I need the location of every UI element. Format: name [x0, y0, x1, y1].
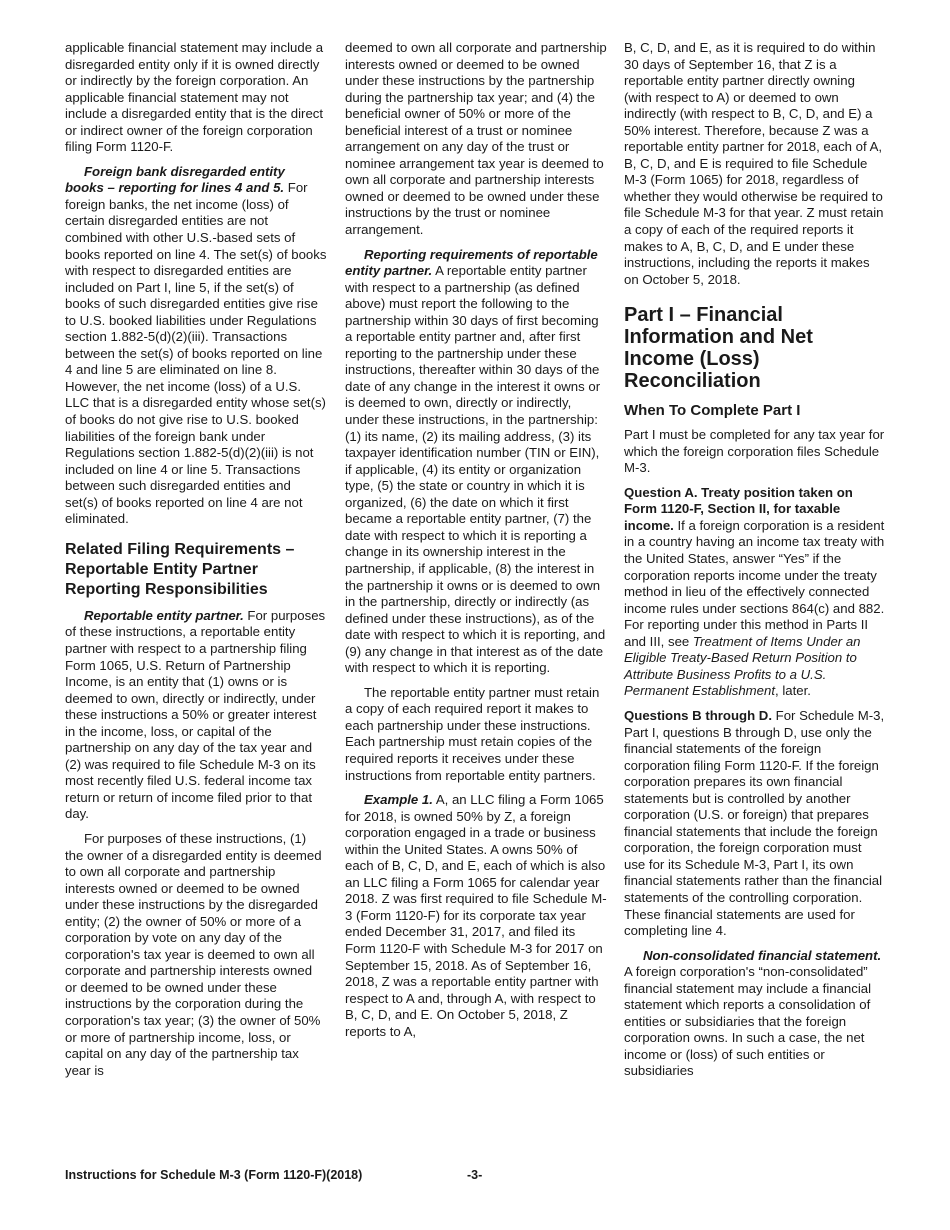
question-a-heading: Question A. Treaty position taken on Form 1120-F, Section II, for taxable income. — [624, 484, 853, 533]
reporting-requirements-body: A reportable entity partner with respect to a partnership (as defined above) must report the following to the partnership within 30 days of first becoming a reportable entity partner and, after first reporting to the partnership under these instructions, thereafter within 30 days of the date of any change in the interest it owns or is deemed to own, directly or indirectly, under these instructions, in the partnership: (1) its name, (2) its mailing address, (3) its taxpayer identification number (TIN or EIN), if applicable, (4) its entity or organization type, (5) the state or country in which it is organized, (6) the date on which it first became a reportable entity partner, (7) the date with respect to which it is reporting a change in its ownership interest in the partnership, if applicable, (8) the interest in the partnership it owns or is deemed to own in the partnership, directly or indirectly (as defined under these instructions), as of the date with respect to which it is reporting, and (9) any change in that interest as of the date with respect to which it is reporting. — [345, 263, 606, 676]
paragraph-foreign-bank — [65, 164, 327, 528]
footer-title: Instructions for Schedule M-3 (Form 1120-F)(2018) — [65, 1168, 363, 1182]
reportable-entity-partner-body: For purposes of these instructions, a reportable entity partner with respect to a partnership filing Form 1065, U.S. Return of Partnership Income, is an entity that (1) owns or is deemed to own, directly or indirectly, under these instructions a 50% or greater interest in the income, loss, or capital of the partnership on any day of the tax year and (2) was required to file Schedule M-3 on its most recently filed U.S. federal income tax return or return of income filed prior to that day. — [65, 607, 326, 822]
questions-b-d-body: For Schedule M-3, Part I, questions B through D, use only the financial statements of the foreign corporation filing Form 1120-F. If the foreign corporation prepares its own financial statements but is controlled by another corporation (U.S. or foreign) that prepares financial statements that include the foreign corporation, the foreign corporation must use for its Schedule M-3, Part I, its own financial statements rather than the financial statements of the controlling corporation. These financial statements are used for completing line 4. — [624, 707, 885, 939]
paragraph-reporting-requirements — [345, 247, 607, 677]
reportable-entity-partner-heading: Reportable entity partner. — [84, 607, 244, 623]
when-to-complete-heading: When To Complete Part I — [624, 402, 801, 420]
paragraph-example-1 — [345, 792, 607, 1040]
foreign-bank-body: For foreign banks, the net income (loss) of certain disregarded entities are not combined with other U.S.-based sets of books reported on line 4. The set(s) of books with respect to disregarded entities are included on Part I, line 5, if the set(s) of books of such disregarded entities give rise to U.S. booked liabilities under Regulations section 1.882-5(d)(2)(iii). Transactions between the set(s) of books reported on line 4 and line 5 are eliminated on line 8. However, the net income (loss) of a U.S. LLC that is a disregarded entity whose set(s) of books do not give rise to U.S. booked liabilities of the foreign bank under Regulations section 1.882-5(d)(2)(iii) is not included on line 4 or line 5. Transactions between such disregarded entities and set(s) of books reported on line 4 are not eliminated. — [65, 180, 327, 527]
part-1-heading: Part I – Financial Information and Net Income (Loss) Reconciliation — [624, 304, 813, 393]
example-1-heading: Example 1. — [364, 792, 433, 808]
paragraph-example-continued: B, C, D, and E, as it is required to do within 30 days of September 16, that Z is a reportable entity partner directly owning (with respect to A) or deemed to own indirectly (with respect to B, C, D, and E) a 50% interest. Therefore, because Z was a reportable entity partner for 2018, each of A, B, C, D, and E is required to file Schedule M-3 (Form 1065) for 2018, regardless of whether they would otherwise be required to file Schedule M-3 for that year. Z must retain a copy of each of the required reports it makes to A, B, C, D, and E under these instructions, including the reports it makes on October 5, 2018. — [624, 40, 884, 287]
non-consolidated-body: A foreign corporation's “non-consolidated” financial statement may include a financial statement which reports a consolidation of entities or subsidiaries that the foreign corporation owns. In such a case, the net income or (loss) of such entities or subsidiaries — [624, 964, 872, 1079]
paragraph-retain-copy: The reportable entity partner must retain a copy of each required report it makes to each partnership under these instructions. Each partnership must retain copies of the required reports it receives under these instructions from reportable entity partners. — [345, 684, 600, 783]
paragraph-questions-b-d — [624, 708, 886, 940]
foreign-bank-heading: Foreign bank disregarded entity books – reporting for lines 4 and 5. — [65, 163, 285, 196]
column-2 — [345, 40, 607, 1048]
paragraph-non-consolidated — [624, 948, 886, 1080]
page-number: -3- — [467, 1168, 483, 1182]
paragraph-intro: applicable financial statement may include a disregarded entity only if it is owned directly or indirectly by the foreign corporation. An applicable financial statement may not include a disregarded entity that is the direct or indirect owner of the foreign corporation filing Form 1120-F. — [65, 40, 324, 155]
column-1 — [65, 40, 327, 1087]
page-footer — [65, 1168, 885, 1186]
paragraph-for-purposes: For purposes of these instructions, (1) the owner of a disregarded entity is deemed to own all corporate and partnership interests owned or deemed to be owned under these instructions by the disregarded entity; (2) the owner of 50% or more of a corporation by vote on any day of the corporation's tax year is deemed to own all corporate and partnership interests owned or deemed to be owned under these instructions by the corporation during the corporation's tax year; (3) the owner of 50% or more of partnership income, loss, or capital on any day of the partnership tax year is — [65, 830, 322, 1078]
paragraph-when-to-complete: Part I must be completed for any tax year for which the foreign corporation files Schedule M-3. — [624, 427, 885, 476]
column-3 — [624, 40, 886, 1088]
question-a-reference: Treatment of Items Under an Eligible Treaty-Based Return Position to Attribute Business Profits to a U.S. Permanent Establishment — [624, 633, 861, 699]
questions-b-d-heading: Questions B through D. — [624, 707, 772, 723]
reporting-requirements-heading: Reporting requirements of reportable entity partner. — [345, 246, 598, 279]
non-consolidated-heading: Non-consolidated financial statement. — [643, 947, 882, 963]
question-a-body: If a foreign corporation is a resident in a country having an income tax treaty with the United States, answer “Yes” if the corporation reports income under the treaty method in lieu of the effectively connected income rules under sections 864(c) and 882. For reporting under this method in Parts II and III, see — [624, 517, 885, 649]
example-1-body: A, an LLC filing a Form 1065 for 2018, is owned 50% by Z, a foreign corporation engaged in a trade or business within the United States. A owns 50% of each of B, C, D, and E, each of which is also an LLC filing a Form 1065 for calendar year 2018. Z was first required to file Schedule M-3 (Form 1120-F) for its corporate tax year ended December 31, 2017, and filed its Form 1120-F with Schedule M-3 for 2017 on September 15, 2018. As of September 16, 2018, Z was a reportable entity partner with respect to A and, through A, with respect to B, C, D, and E. On October 5, 2018, Z reports to A, — [345, 792, 607, 1039]
paragraph-deemed-to-own: deemed to own all corporate and partnership interests owned or deemed to be owned under these instructions by the partnership during the partnership tax year; and (4) the beneficial owner of 50% or more of the beneficial interest of a trust or nominee arrangement on any day of the trust or nominee arrangement tax year is deemed to own all corporate and partnership interests owned or deemed to be owned under these instructions by the trust or nominee arrangement. — [345, 40, 607, 238]
paragraph-reportable-entity-partner — [65, 608, 327, 823]
paragraph-question-a — [624, 485, 886, 700]
related-filing-heading: Related Filing Requirements – Reportable Entity Partner Reporting Responsibilities — [65, 540, 295, 598]
question-a-tail: , later. — [775, 683, 811, 699]
